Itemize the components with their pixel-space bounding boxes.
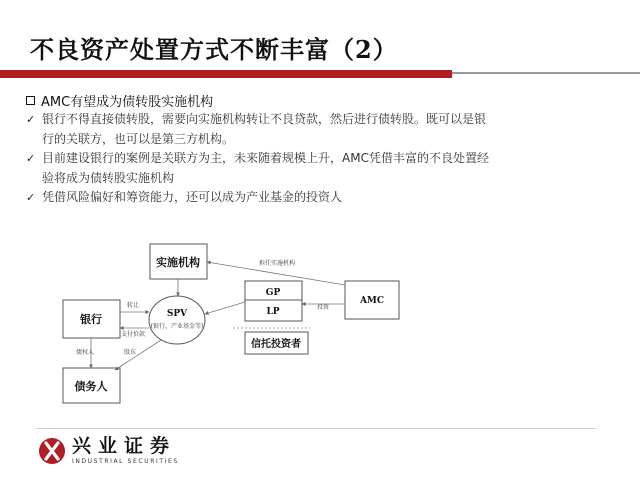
title-underline-gray: [452, 72, 640, 74]
square-bullet-icon: [26, 96, 35, 105]
bullet-line: 行的关联方，也可以是第三方机构。: [42, 131, 235, 146]
bullet-item: [26, 149, 616, 188]
company-logo: [38, 436, 179, 465]
bank-label: 银行: [80, 313, 102, 326]
transfer-label: 转让: [126, 302, 140, 309]
logo-english-name: INDUSTRIAL SECURITIES: [72, 458, 179, 465]
section-heading: [26, 91, 213, 110]
title-underline-red: [0, 70, 452, 78]
bullet-item: [26, 188, 616, 208]
logo-mark-icon: [38, 437, 66, 465]
amc-label: AMC: [359, 296, 385, 306]
serve-as-label: 担任实施机构: [258, 260, 296, 267]
debt-to-equity-diagram: [55, 240, 415, 410]
check-icon: ✓: [26, 113, 36, 126]
bullet-list: [26, 110, 616, 208]
spv-ellipse: [149, 296, 205, 344]
payment-label: 支付价款: [120, 331, 146, 338]
gp-lp-spv-line: [205, 302, 245, 314]
spv-sub-label: (银行、产业基金等): [150, 323, 204, 330]
implementer-label: 实施机构: [156, 256, 200, 269]
check-icon: ✓: [26, 152, 36, 165]
lp-label: LP: [266, 307, 280, 317]
section-heading-text: AMC有望成为债转股实施机构: [41, 95, 214, 110]
bullet-line: 银行不得直接债转股，需要向实施机构转让不良贷款，然后进行债转股。既可以是银: [42, 112, 487, 126]
bullet-item: [26, 110, 616, 149]
debtor-label: 债务人: [74, 380, 108, 393]
trust-investor-label: 信托投资者: [251, 339, 301, 350]
shareholder-line: [115, 340, 161, 370]
gp-label: GP: [265, 288, 281, 298]
bullet-line: 验将成为债转股实施机构: [42, 170, 175, 185]
check-icon: ✓: [26, 191, 36, 204]
invest-label: 投资: [316, 304, 330, 311]
footer-divider: [36, 428, 596, 429]
slide-title: 不良资产处置方式不断丰富（2）: [30, 35, 398, 64]
creditor-label: 债权人: [75, 349, 95, 356]
bullet-line: 凭借风险偏好和筹资能力，还可以成为产业基金的投资人: [42, 190, 343, 204]
bullet-line: 目前建设银行的案例是关联方为主，未来随着规模上升，AMC凭借丰富的不良处置经: [42, 151, 489, 165]
shareholder-label: 股东: [123, 349, 137, 356]
logo-chinese-name: 兴业证券: [72, 435, 177, 457]
spv-label: SPV: [166, 309, 188, 319]
